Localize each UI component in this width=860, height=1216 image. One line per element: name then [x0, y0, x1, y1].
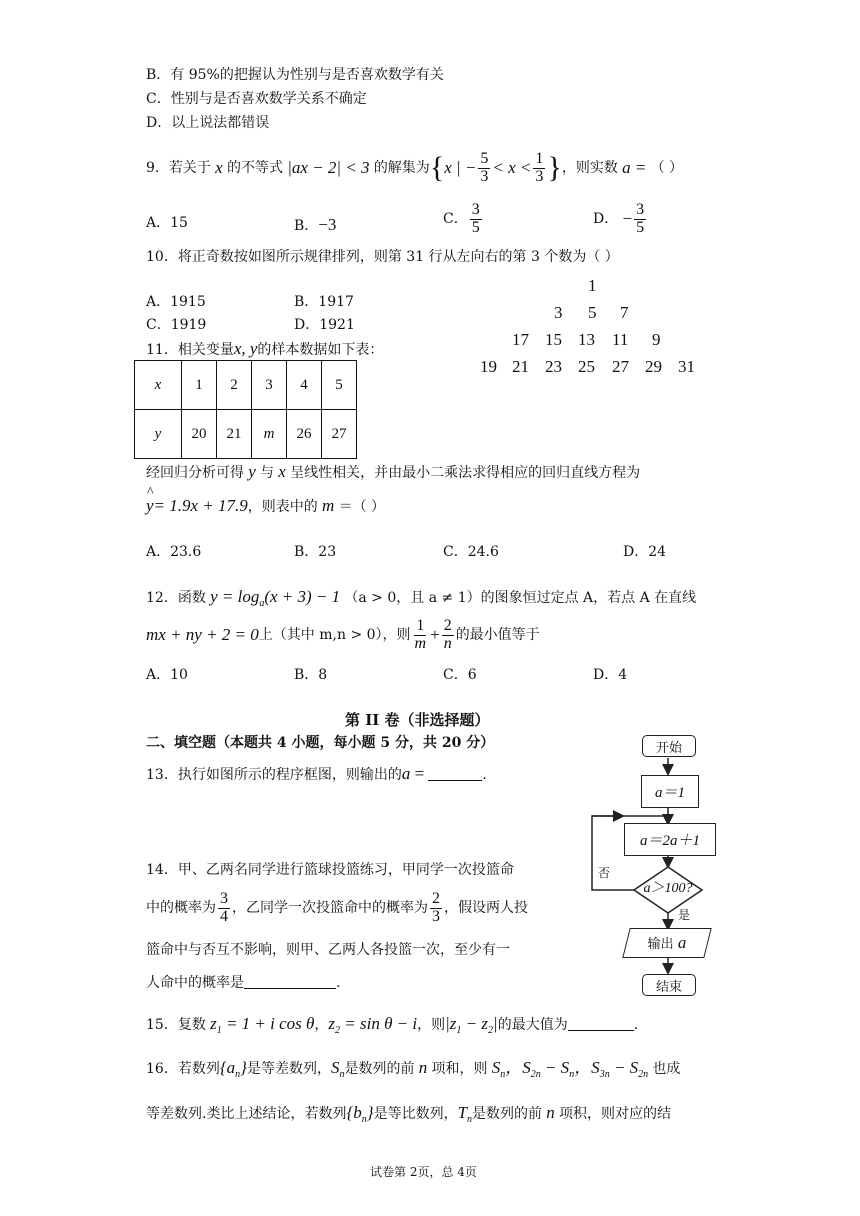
- triangle-number: 21: [512, 357, 529, 376]
- q10-option-b: B．1917: [294, 294, 354, 310]
- flowchart-lines: [586, 728, 726, 1000]
- table-cell: 4: [287, 361, 322, 410]
- table-row: [135, 361, 357, 410]
- q10-stem: 10．将正奇数按如图所示规律排列，则第 31 行从左向右的第 3 个数为（ ）: [146, 249, 619, 265]
- triangle-number: 5: [588, 303, 597, 322]
- q9-option-c: C． $\frac{3}{5}$: [443, 201, 480, 236]
- table-cell: 1: [182, 361, 217, 410]
- q11-option-d: D．24: [623, 544, 667, 560]
- q12-option-b: B．8: [294, 667, 328, 683]
- q11-stem: 11．相关变量x, y的样本数据如下表：: [146, 339, 384, 358]
- table-cell: 21: [217, 410, 252, 459]
- q14-line4: 人命中的概率是 .: [146, 975, 341, 991]
- table-cell: 27: [322, 410, 357, 459]
- q12-stem: 12．函数 $y = \log_a(x + 3) - 1$ （a > 0，且 a ≠ 1）的图象恒过定点 A，若点 A 在直线: [146, 587, 697, 609]
- triangle-number: 13: [578, 330, 595, 349]
- flowchart-start: 开始: [642, 735, 696, 757]
- triangle-number: 17: [512, 330, 529, 349]
- triangle-number: 15: [545, 330, 562, 349]
- table-row: [135, 410, 357, 459]
- table-cell: m: [252, 410, 287, 459]
- table-cell: x: [135, 361, 182, 410]
- q14-line2: 中的概率为 $\frac{3}{4}$ ，乙同学一次投篮命中的概率为 $\frac{2}{3}$ ，假设两人投: [146, 890, 528, 925]
- page-footer: 试卷第 2页，总 4页: [370, 1165, 477, 1179]
- q10-option-d: D．1921: [294, 317, 355, 333]
- q9-option-a: A．15: [146, 215, 188, 231]
- q16-line2: 等差数列.类比上述结论，若数列$\{b_n\}$是等比数列，$T_n$是数列的前 n 项积，则对应的结: [146, 1103, 672, 1125]
- q14-line3: 篮命中与否互不影响，则甲、乙两人各投篮一次，至少有一: [146, 942, 510, 958]
- triangle-number: 31: [678, 357, 695, 376]
- q11-line3: ^ y= 1.9x + 17.9，则表中的 m ＝（ ）: [146, 485, 386, 515]
- q12-line2: mx + ny + 2 = 0 上（其中 m,n > 0），则 $\frac{1}{m}$ + $\frac{2}{n}$ 的最小值等于: [146, 617, 540, 652]
- table-cell: 2: [217, 361, 252, 410]
- q8-option-b: B．有 95%的把握认为性别与是否喜欢数学有关: [146, 67, 444, 83]
- answer-blank: [244, 974, 336, 989]
- q10-option-a: A．1915: [146, 294, 206, 310]
- frac-1-3: $\frac{1}{3}$: [535, 149, 544, 185]
- q12-option-d: D．4: [593, 667, 628, 683]
- flowchart-condition: a＞100?: [643, 881, 693, 896]
- q9-option-d: D． − $\frac{3}{5}$: [593, 201, 645, 236]
- triangle-number: 3: [554, 303, 563, 322]
- triangle-number: 11: [612, 330, 629, 349]
- fill-blank-heading: 二、填空题（本题共 4 小题，每小题 5 分，共 20 分）: [146, 735, 495, 751]
- q11-line2: 经回归分析可得 y 与 x 呈线性相关，并由最小二乘法求得相应的回归直线方程为: [146, 462, 641, 481]
- flowchart-yes-label: 是: [678, 908, 691, 922]
- triangle-number: 1: [588, 276, 597, 295]
- section-title: 第 II 卷（非选择题）: [345, 711, 490, 729]
- triangle-number: 19: [480, 357, 497, 376]
- flowchart-init: a＝1: [641, 775, 699, 808]
- q14-line1: 14．甲、乙两名同学进行篮球投篮练习，甲同学一次投篮命: [146, 862, 514, 878]
- table-cell: 26: [287, 410, 322, 459]
- q9-stem: 9．若关于 x 的不等式 |ax − 2| < 3 的解集为 { x | − $\frac{5}{3}$ < x < $\frac{1}{3}$ } ，则实数 a = （ ）: [146, 149, 684, 185]
- triangle-number: 23: [545, 357, 562, 376]
- answer-blank: [568, 1016, 634, 1031]
- triangle-number: 27: [612, 357, 629, 376]
- triangle-number: 29: [645, 357, 662, 376]
- q10-option-c: C．1919: [146, 317, 207, 333]
- frac-5-3: $\frac{5}{3}$: [480, 149, 489, 185]
- table-cell: 5: [322, 361, 357, 410]
- q12-option-c: C．6: [443, 667, 477, 683]
- table-cell: 20: [182, 410, 217, 459]
- flowchart-end: 结束: [642, 974, 696, 996]
- q12-option-a: A．10: [146, 667, 188, 683]
- table-cell: 3: [252, 361, 287, 410]
- q8-option-d: D．以上说法都错误: [146, 115, 270, 131]
- q16-line1: 16．若数列$\{a_n\}$是等差数列，$S_n$是数列的前 n 项和，则 $S_n$，$S_{2n} - S_n$，$S_{3n} - S_{2n}$ 也成: [146, 1058, 681, 1080]
- flowchart-update: a＝2a＋1: [624, 823, 716, 856]
- answer-blank: [428, 766, 482, 781]
- q11-option-c: C．24.6: [443, 544, 499, 560]
- table-cell: y: [135, 410, 182, 459]
- triangle-number: 7: [620, 303, 629, 322]
- flowchart-output: 输出 a: [647, 933, 687, 952]
- q13-stem: 13．执行如图所示的程序框图，则输出的a = .: [146, 764, 487, 783]
- triangle-number: 9: [652, 330, 661, 349]
- q11-option-a: A．23.6: [146, 544, 202, 560]
- q8-option-c: C．性别与是否喜欢数学关系不确定: [146, 91, 367, 107]
- flowchart-no-label: 否: [598, 866, 611, 880]
- q11-option-b: B．23: [294, 544, 337, 560]
- q9-option-b: B．−3: [294, 215, 337, 234]
- triangle-number: 25: [578, 357, 595, 376]
- q15-stem: 15．复数 $z_1 = 1 + i$ cos θ，$z_2 = \sin \theta - i$，则$|z_1 - z_2|$的最大值为 .: [146, 1014, 639, 1036]
- sample-data-table: [134, 360, 357, 459]
